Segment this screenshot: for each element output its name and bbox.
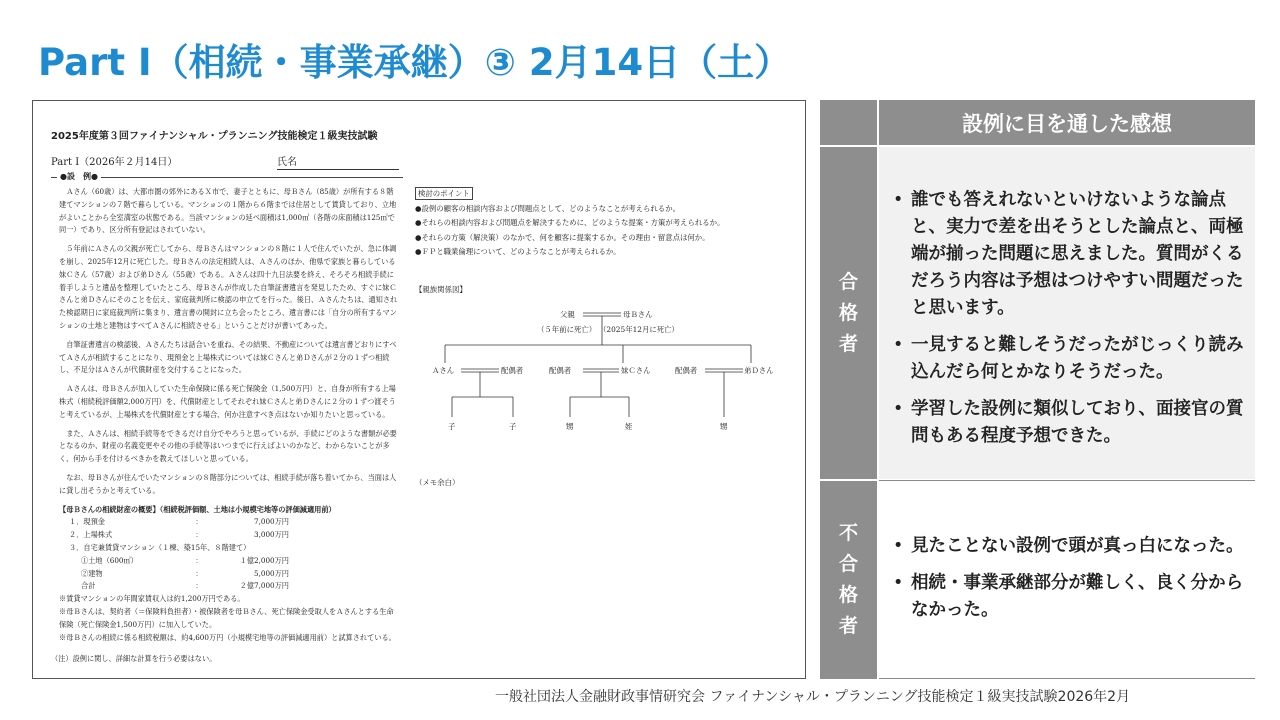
tree-mother: 母Ｂさん	[623, 310, 653, 319]
tree-child-2: 子	[509, 422, 517, 431]
list-item: • 誰でも答えれないといけないような論点と、実力で差を出そうとした論点と、両極端が揃った問題に思えました。質問がくるだろう内容は予想はつけやすい問題だったと思います。	[893, 190, 1244, 318]
point-item: ●それらの相談内容および問題点を解決するために、どのような提案・方策が考えられるか。	[415, 218, 725, 227]
pass-comments	[879, 147, 1255, 479]
tree-d: 弟Ｄさん	[744, 366, 774, 375]
tree-d-spouse: 配偶者	[675, 366, 698, 375]
case-paragraph: また、Ａさんは、相続手続等をできるだけ自分でやろうと思っているが、手続にどのような書類が必要となるのか、財産の名義変更やその他の手続等はいつまでに行えばよいのかなど、わからないことが多く、何から手を付けるべきかを教えてほしいと思っている。	[59, 428, 397, 464]
case-label: ●設 例●	[57, 171, 101, 182]
tree-c-child-2: 姪	[625, 422, 633, 431]
list-item: • 一見すると難しそうだったがじっくり読み込んだら何とかなりそうだった。	[893, 335, 1244, 382]
case-paragraph: Ａさん（60歳）は、大都市圏の郊外にあるＸ市で、妻子とともに、母Ｂさん（85歳）が所有する８階建てマンションの７階で暮らしている。マンションの１階から６階までは住居として賃貸しており、立地がよいことから全室満室の状態である。当該マンションの延べ面積は1,000㎡（各階の床面積は125㎡で同一）であり、区分所有登記はされていない。	[59, 187, 397, 235]
exam-part: Part I（2026年２月14日）	[51, 157, 178, 168]
asset-row: 合計 ： ２億7,000万円	[81, 581, 289, 591]
asset-row: １．現預金 ： 7,000万円	[69, 517, 289, 527]
case-paragraph: Ａさんは、母Ｂさんが加入していた生命保険に係る死亡保険金（1,500万円）と、自身が所有する上場株式（相続税評価額2,000万円）を、代償財産としてそれぞれ妹Ｃさんと弟Ｄさんに２分の１ずつ渡そうと考えているが、上場株式を代償財産とする場合、何か注意すべき点はないか知りたいと思っている。	[59, 384, 396, 419]
tree-a-spouse: 配偶者	[501, 366, 524, 375]
tree-mother-note: （2025年12月に死亡）	[599, 325, 679, 334]
case-paragraph: なお、母Ｂさんが住んでいたマンションの８階部分については、相続手続が落ち着いてから、当面は人に貸し出そうかと考えている。	[59, 472, 397, 495]
list-item: • 見たことない設例で頭が真っ白になった。	[893, 536, 1244, 556]
case-paragraph: ５年前にＡさんの父親が死亡してから、母Ｂさんはマンションの８階に１人で住んでいたが、急に体調を崩し、2025年12月に死亡した。母Ｂさんの法定相続人は、Ａさんのほか、他県で家族と暮らしている妹Ｃさん（57歳）および弟Ｄさん（55歳）である。Ａさんは四十九日法要を終え、そろそろ相続手続に着手しようと遺品を整理していたところ、母Ｂさんが作成した自筆証書遺言を発見したため、すぐに妹Ｃさんと弟Ｄさんにそのことを伝え、家庭裁判所に検認の申立てを行った。後日、Ａさんたちは、通知された検認期日に家庭裁判所に集まり、遺言書の開封に立ち会ったところ、遺言書には「自分の所有するマンションの土地と建物はすべてＡさんに相続させる」ということだけが書いてあった。	[59, 244, 398, 330]
tree-c: 妹Ｃさん	[621, 366, 651, 375]
pass-label: 合 格 者	[820, 147, 877, 479]
exam-paper	[32, 100, 806, 679]
tree-child-1: 子	[448, 422, 456, 431]
exam-footnote: （注）設例に関し、詳細な計算を行う必要はない。	[51, 654, 217, 663]
table-corner	[820, 100, 877, 145]
tree-father: 父親	[560, 310, 575, 319]
asset-row: ２．上場株式 ： 3,000万円	[69, 530, 289, 540]
point-item: ●ＦＰと職業倫理について、どのようなことが考えられるか。	[415, 247, 621, 256]
asset-row: ②建物 ： 5,000万円	[81, 568, 289, 578]
list-item: • 相続・事業承継部分が難しく、良く分からなかった。	[893, 573, 1244, 620]
list-item: • 学習した設例に類似しており、面接官の質問もある程度予想できた。	[893, 399, 1244, 446]
tree-c-child-1: 甥	[566, 422, 574, 431]
exam-header: 2025年度第３回ファイナンシャル・プランニング技能検定１級実技試験	[51, 131, 378, 142]
impressions-table	[820, 100, 1255, 679]
family-tree-label: 【親族関係図】	[415, 285, 467, 294]
tree-c-spouse: 配偶者	[549, 366, 572, 375]
table-bottom-line	[879, 678, 1255, 679]
asset-note: ※母Ｂさんは、契約者（＝保険料負担者）・被保険者を母Ｂさん、死亡保険金受取人をＡさんとする生命保険（死亡保険金1,500万円）に加入していた。	[59, 606, 394, 629]
tree-father-note: （５年前に死亡）	[537, 325, 597, 334]
asset-note: ※母Ｂさんの相続に係る相続税額は、約4,600万円（小規模宅地等の評価減適用前）と試算されている。	[59, 632, 396, 642]
page-title: Part I（相続・事業承継）③ 2月14日（土）	[38, 41, 792, 84]
fail-label: 不 合 格 者	[820, 481, 877, 679]
source-credit: 一般社団法人金融財政事情研究会 ファイナンシャル・プランニング技能検定１級実技試験2026年2月	[495, 689, 1131, 705]
point-item: ●設例の顧客の相談内容および問題点として、どのようなことが考えられるか。	[415, 203, 680, 213]
point-item: ●それらの方策（解決策）のなかで、何を顧客に提案するか。その理由・留意点は何か。	[415, 232, 710, 242]
tree-a: Ａさん	[432, 366, 455, 375]
fail-comments	[879, 481, 1255, 679]
asset-row: ３．自宅兼賃貸マンション（１棟、築15年、８階建て）	[69, 542, 251, 552]
case-paragraph: 自筆証書遺言の検認後、Ａさんたちは話合いを重ね、その結果、不動産については遺言書どおりにすべてＡさんが相続することになり、現預金と上場株式については妹Ｃさんと弟Ｄさんが２分の１ずつ相続し、不足分はＡさんが代償財産を交付することになった。	[59, 339, 397, 375]
name-field: 氏名	[277, 153, 399, 170]
asset-note: ※賃貸マンションの年間家賃収入は約1,200万円である。	[59, 594, 245, 604]
points-heading: 検討のポイント	[415, 187, 473, 200]
table-header: 設例に目を通した感想	[879, 100, 1255, 145]
asset-row: ①土地（600㎡） ： １億2,000万円	[81, 555, 289, 565]
tree-d-child: 甥	[720, 422, 728, 431]
assets-heading: 【母Ｂさんの相続財産の概要】（相続税評価額、土地は小規模宅地等の評価減適用前）	[59, 504, 336, 514]
memo-label: （メモ余白）	[415, 478, 460, 487]
family-tree	[33, 101, 806, 679]
